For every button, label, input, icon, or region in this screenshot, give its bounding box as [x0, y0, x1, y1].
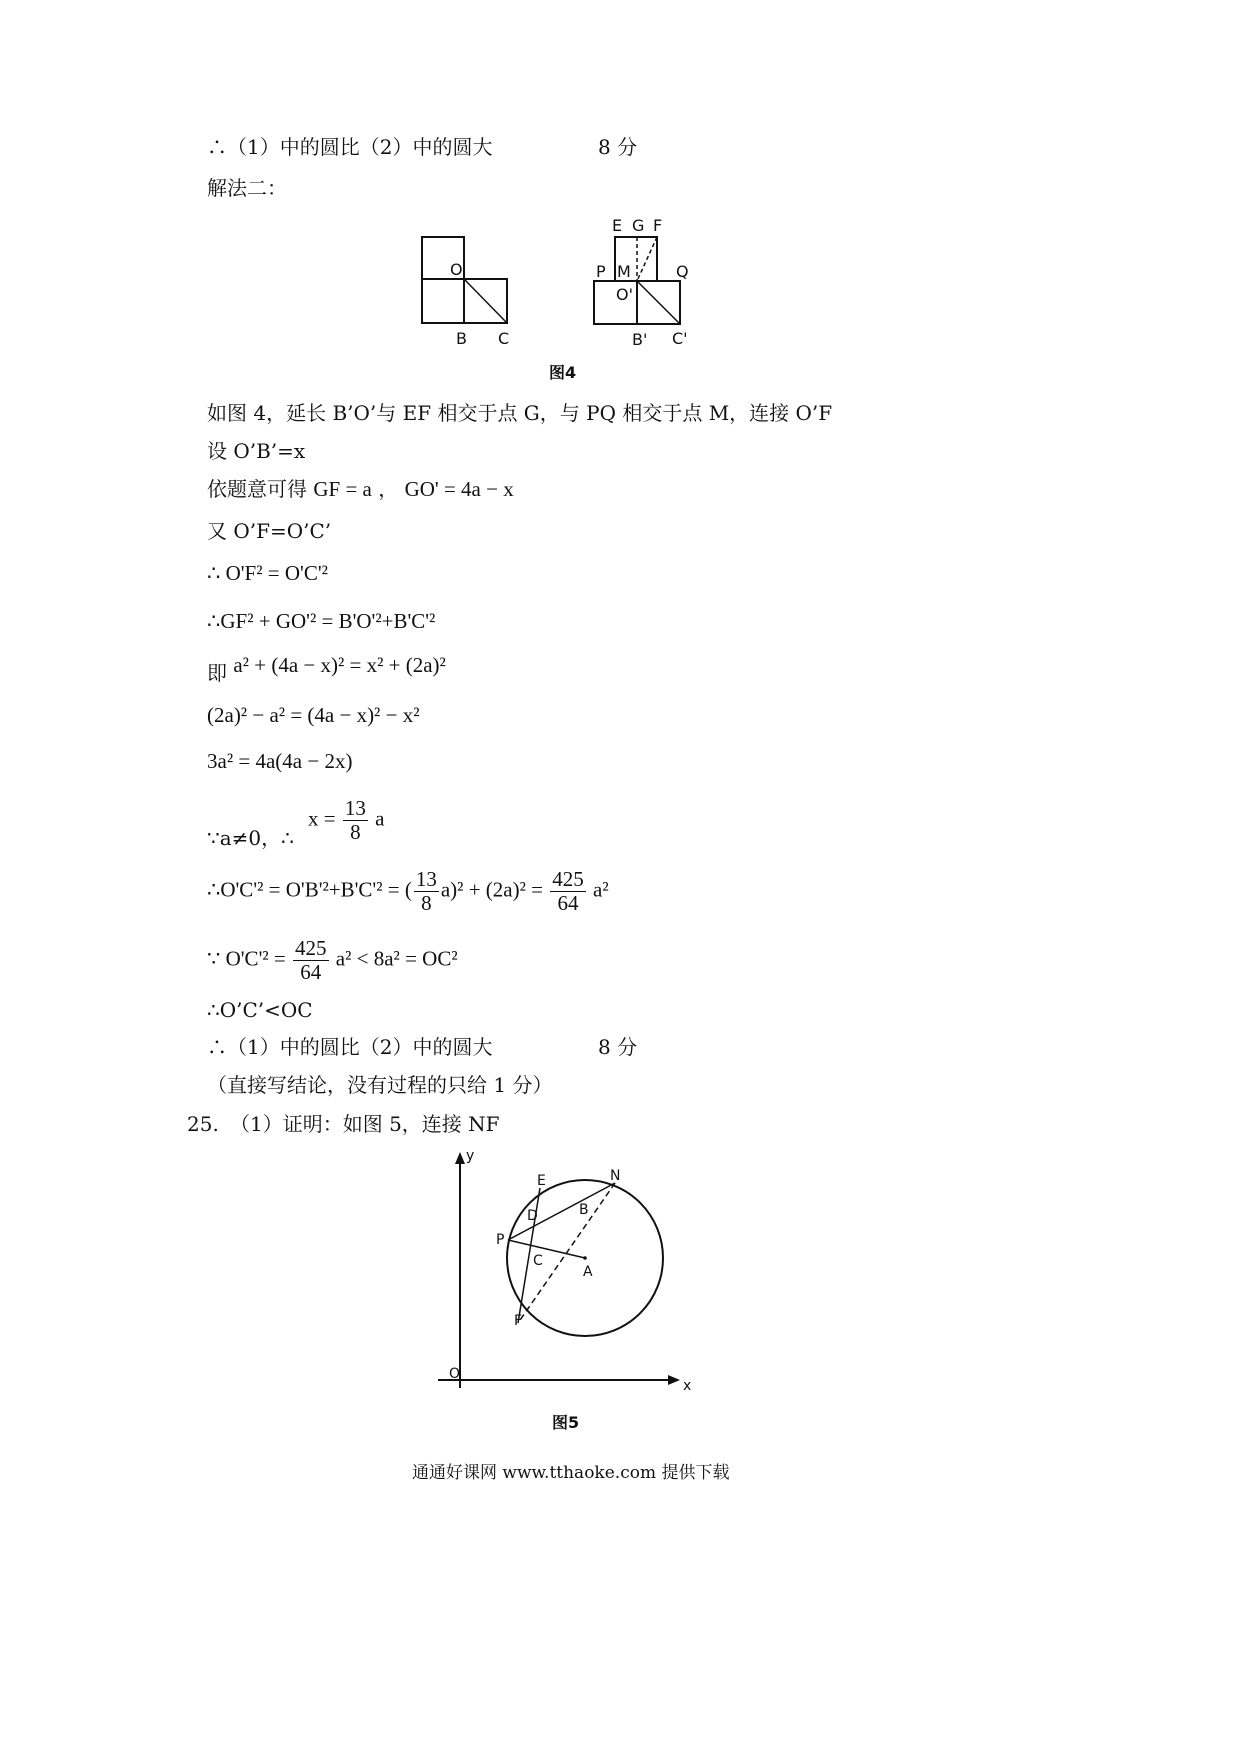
- score-label-2: 8 分: [598, 1035, 638, 1059]
- label-D: D: [527, 1208, 538, 1224]
- figure-4: [410, 205, 720, 359]
- figure-5-drawing: [430, 1148, 710, 1398]
- label-M: M: [617, 262, 631, 281]
- label-N: N: [610, 1168, 621, 1184]
- problem-25-number: 25.: [187, 1112, 219, 1136]
- label-C: C: [533, 1253, 543, 1269]
- solve-x-prefix: ∵a≠0，∴: [207, 826, 294, 850]
- label-x-axis: x: [683, 1378, 692, 1394]
- equation-6: ∴O'C'² = O'B'²+B'C'² = ( $\frac{13}{8}$ a)² + (2a)² = $\frac{425}{64}$ a²: [207, 867, 609, 916]
- equation-4: (2a)² − a² = (4a − x)² − x²: [207, 703, 420, 727]
- label-O-prime: O': [616, 285, 633, 304]
- label-B: B: [456, 329, 467, 348]
- x-axis-arrow: [668, 1375, 680, 1385]
- y-axis-arrow: [455, 1152, 465, 1164]
- label-E: E: [612, 216, 623, 235]
- label-F: F: [653, 216, 663, 235]
- label-C-prime: C': [672, 329, 688, 348]
- label-F: F: [514, 1313, 523, 1329]
- comparison-line: ∴O’C’<OC: [207, 998, 313, 1022]
- label-B-prime: B': [632, 330, 648, 349]
- figure-5-caption: 图5: [552, 1413, 580, 1432]
- label-origin: O: [449, 1366, 461, 1382]
- equal-radius-line: 又 O’F=O’C’: [207, 519, 332, 543]
- label-E: E: [537, 1173, 546, 1189]
- label-G: G: [632, 216, 645, 235]
- equation-2: ∴GF² + GO'² = B'O'²+B'C'²: [207, 609, 436, 633]
- fraction-13-8: $\frac{13}{8}$: [344, 796, 366, 845]
- center-point-A: [583, 1256, 587, 1260]
- equation-1: ∴ O'F² = O'C'²: [207, 561, 328, 585]
- label-C: C: [498, 329, 510, 348]
- let-statement: 设 O’B’=x: [207, 439, 306, 463]
- square-bottom-left: [422, 279, 464, 323]
- label-P: P: [596, 262, 606, 281]
- figure-5: [430, 1148, 710, 1402]
- construction-text: 如图 4，延长 B’O’与 EF 相交于点 G，与 PQ 相交于点 M，连接 O’F: [207, 401, 833, 425]
- label-B: B: [579, 1202, 589, 1218]
- figure-4-caption: 图4: [549, 363, 577, 382]
- method-heading: 解法二：: [207, 176, 287, 200]
- conclusion-line: ∴（1）中的圆比（2）中的圆大: [207, 135, 493, 159]
- x-solution: x = $\frac{13}{8}$ a: [308, 796, 385, 845]
- footer-source: 通通好课网 www.tthaoke.com 提供下载: [412, 1463, 730, 1483]
- score-label: 8 分: [598, 135, 638, 159]
- label-A: A: [583, 1264, 593, 1280]
- label-y-axis: y: [466, 1148, 475, 1164]
- equation-5: 3a² = 4a(4a − 2x): [207, 749, 353, 773]
- given-line: 依题意可得 GF = a ， GO' = 4a − x: [207, 477, 514, 501]
- equation-3-line: 即 a² + (4a − x)² = x² + (2a)²: [207, 653, 446, 685]
- label-Q: Q: [676, 262, 689, 281]
- problem-25-text: （1）证明：如图 5，连接 NF: [230, 1112, 500, 1136]
- conclusion-line-2: ∴（1）中的圆比（2）中的圆大: [207, 1035, 493, 1059]
- label-O: O: [450, 260, 463, 279]
- line-PN: [508, 1183, 615, 1240]
- equation-7: ∵ O'C'² = $\frac{425}{64}$ a² < 8a² = OC²: [207, 936, 458, 985]
- label-P: P: [496, 1232, 505, 1248]
- figure-4-drawing: [410, 205, 720, 355]
- grading-note: （直接写结论，没有过程的只给 1 分）: [207, 1073, 553, 1097]
